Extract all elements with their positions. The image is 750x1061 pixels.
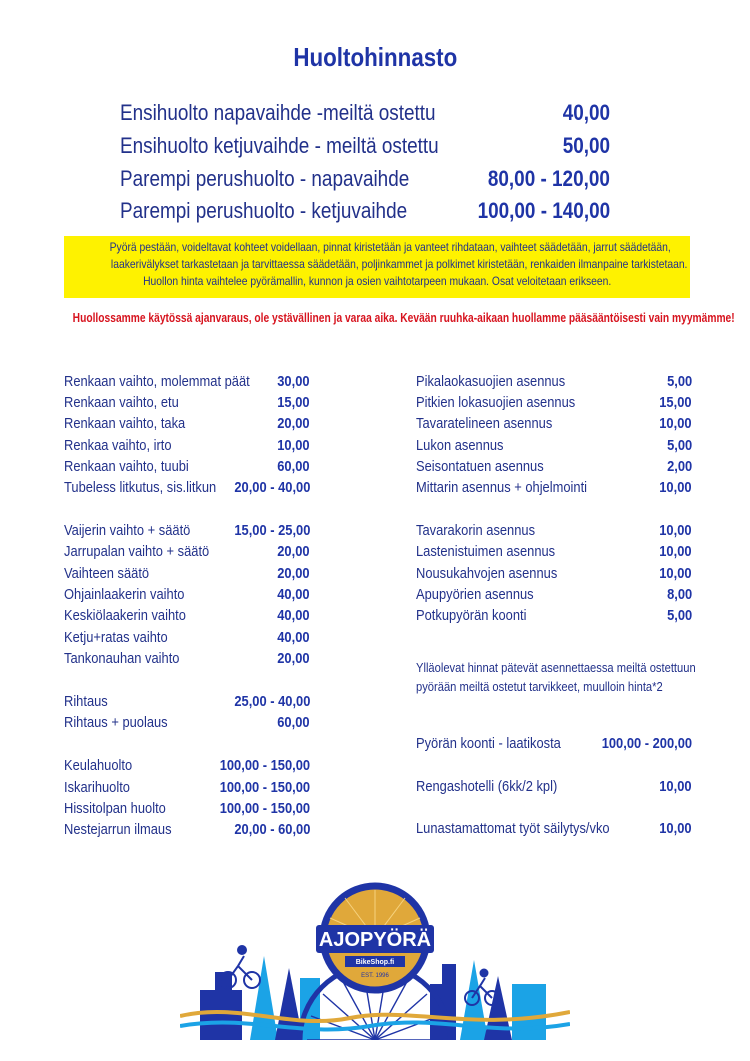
item-label: Hissitolpan huolto <box>64 800 166 817</box>
main-price-row <box>120 166 610 196</box>
price-row <box>416 607 692 628</box>
price-row <box>416 458 692 479</box>
item-label: Tavarakorin asennus <box>416 522 536 539</box>
item-label: Keskiölaakerin vaihto <box>64 607 186 624</box>
main-price-row <box>120 133 610 163</box>
item-label: Keulahuolto <box>64 757 133 774</box>
item-price: 10,00 <box>659 543 692 560</box>
item-price: 100,00 - 150,00 <box>219 779 310 796</box>
item-label: Renkaan vaihto, taka <box>64 415 186 432</box>
item-price: 100,00 - 200,00 <box>601 735 692 752</box>
item-price: 5,00 <box>666 373 692 390</box>
price-row <box>64 779 310 800</box>
item-price: 20,00 - 60,00 <box>233 821 310 838</box>
price-row <box>416 394 692 415</box>
item-price: 100,00 - 150,00 <box>219 800 310 817</box>
price-row <box>64 437 310 458</box>
main-price-row <box>120 100 610 130</box>
item-label: Renkaan vaihto, etu <box>64 394 179 411</box>
price-row <box>64 543 310 564</box>
price-row <box>416 543 692 564</box>
item-label: Pikalaokasuojien asennus <box>416 373 566 390</box>
service-description-box <box>64 236 690 298</box>
item-price: 100,00 - 150,00 <box>219 757 310 774</box>
item-label: Renkaa vaihto, irto <box>64 437 172 454</box>
service-label: Parempi perushuolto - ketjuvaihde <box>120 198 408 223</box>
item-price: 25,00 - 40,00 <box>233 693 310 710</box>
price-row <box>416 820 692 841</box>
price-row <box>64 757 310 778</box>
item-label: Mittarin asennus + ohjelmointi <box>416 479 588 496</box>
price-row <box>416 735 692 756</box>
price-row <box>64 693 310 714</box>
pricing-note <box>416 658 706 696</box>
item-price: 20,00 - 40,00 <box>233 479 310 496</box>
item-label: Vaihteen säätö <box>64 565 150 582</box>
item-label: Rengashotelli (6kk/2 kpl) <box>416 778 558 795</box>
ajopyora-logo <box>180 880 570 1040</box>
price-row <box>64 821 310 842</box>
item-price: 8,00 <box>666 586 692 603</box>
booking-warning: Huollossamme käytössä ajanvaraus, ole ystävällinen ja varaa aika. Kevään ruuhka-aikaan huollamme pääsääntöisesti vain myymämme! <box>72 311 735 325</box>
item-label: Ohjainlaakerin vaihto <box>64 586 185 603</box>
item-label: Ketju+ratas vaihto <box>64 629 168 646</box>
item-price: 20,00 <box>277 415 310 432</box>
price-row <box>416 522 692 543</box>
item-label: Potkupyörän koonti <box>416 607 527 624</box>
item-label: Apupyörien asennus <box>416 586 534 603</box>
price-row <box>416 778 692 799</box>
item-label: Iskarihuolto <box>64 779 130 796</box>
brand-est: EST. 1996 <box>361 973 389 979</box>
price-row <box>64 522 310 543</box>
item-label: Tankonauhan vaihto <box>64 650 180 667</box>
item-price: 10,00 <box>659 415 692 432</box>
price-row <box>416 565 692 586</box>
item-price: 10,00 <box>659 778 692 795</box>
service-price: 80,00 - 120,00 <box>487 166 610 191</box>
city-silhouette <box>430 964 456 1040</box>
item-price: 60,00 <box>277 458 310 475</box>
item-price: 40,00 <box>277 607 310 624</box>
item-label: Pyörän koonti - laatikosta <box>416 735 561 752</box>
price-row <box>64 714 310 735</box>
service-price: 100,00 - 140,00 <box>477 198 610 223</box>
item-label: Lastenistuimen asennus <box>416 543 556 560</box>
item-price: 10,00 <box>659 479 692 496</box>
price-row <box>64 800 310 821</box>
item-price: 15,00 - 25,00 <box>233 522 310 539</box>
item-label: Tubeless litkutus, sis.litkun <box>64 479 217 496</box>
notice-line: Huollon hinta vaihtelee pyörämallin, kunnon ja osien vaihtotarpeen mukaan. Osat veloitetaan erikseen. <box>142 274 612 288</box>
price-row <box>64 394 310 415</box>
item-label: Lunastamattomat työt säilytys/vko <box>416 820 610 837</box>
item-price: 15,00 <box>277 394 310 411</box>
price-row <box>64 607 310 628</box>
service-price: 50,00 <box>562 133 610 158</box>
item-price: 60,00 <box>277 714 310 731</box>
price-row <box>416 479 692 500</box>
item-price: 10,00 <box>659 522 692 539</box>
notice-line: laakerivälykset tarkastetaan ja tarvittaessa säädetään, poljinkammet ja polkimet kiristetään, renkaiden ilmanpaine tarkistetaan. <box>110 257 688 271</box>
item-label: Renkaan vaihto, molemmat päät <box>64 373 250 390</box>
main-price-row <box>120 198 610 228</box>
item-label: Renkaan vaihto, tuubi <box>64 458 189 475</box>
item-label: Tavaratelineen asennus <box>416 415 553 432</box>
item-price: 5,00 <box>666 607 692 624</box>
price-row <box>64 586 310 607</box>
item-label: Rihtaus <box>64 693 108 710</box>
item-price: 10,00 <box>659 565 692 582</box>
item-label: Seisontatuen asennus <box>416 458 544 475</box>
city-silhouette <box>512 984 546 1040</box>
service-label: Parempi perushuolto - napavaihde <box>120 166 410 191</box>
price-row <box>416 437 692 458</box>
notice-line: Pyörä pestään, voideltavat kohteet voidellaan, pinnat kiristetään ja vanteet rihdataan, vaihteet säädetään, jarrut säädetään, <box>109 240 671 254</box>
item-price: 20,00 <box>277 650 310 667</box>
price-row <box>64 458 310 479</box>
price-row <box>64 373 310 394</box>
item-price: 10,00 <box>659 820 692 837</box>
item-price: 5,00 <box>666 437 692 454</box>
item-price: 40,00 <box>277 586 310 603</box>
item-label: Jarrupalan vaihto + säätö <box>64 543 210 560</box>
item-price: 10,00 <box>277 437 310 454</box>
price-row <box>64 629 310 650</box>
service-label: Ensihuolto napavaihde -meiltä ostettu <box>120 100 436 125</box>
item-price: 20,00 <box>277 565 310 582</box>
item-label: Lukon asennus <box>416 437 504 454</box>
item-label: Nousukahvojen asennus <box>416 565 558 582</box>
brand-name: AJOPYÖRÄ <box>318 929 432 951</box>
price-row <box>416 415 692 436</box>
price-row <box>64 565 310 586</box>
item-price: 15,00 <box>659 394 692 411</box>
service-price: 40,00 <box>562 100 610 125</box>
item-label: Pitkien lokasuojien asennus <box>416 394 576 411</box>
price-row <box>64 650 310 671</box>
item-price: 20,00 <box>277 543 310 560</box>
item-price: 40,00 <box>277 629 310 646</box>
price-row <box>416 586 692 607</box>
item-label: Rihtaus + puolaus <box>64 714 168 731</box>
price-row <box>64 415 310 436</box>
item-label: Nestejarrun ilmaus <box>64 821 172 838</box>
price-row <box>64 479 310 500</box>
item-price: 2,00 <box>666 458 692 475</box>
price-row <box>416 373 692 394</box>
service-label: Ensihuolto ketjuvaihde - meiltä ostettu <box>120 133 439 158</box>
brand-sub: BikeShop.fi <box>355 959 395 966</box>
note-line: pyörään meiltä ostetut tarvikkeet, muulloin hinta*2 <box>416 679 663 694</box>
item-price: 30,00 <box>277 373 310 390</box>
page-title: Huoltohinnasto <box>293 42 457 72</box>
item-label: Vaijerin vaihto + säätö <box>64 522 191 539</box>
note-line: Ylläolevat hinnat pätevät asennettaessa meiltä ostettuun <box>416 660 696 675</box>
